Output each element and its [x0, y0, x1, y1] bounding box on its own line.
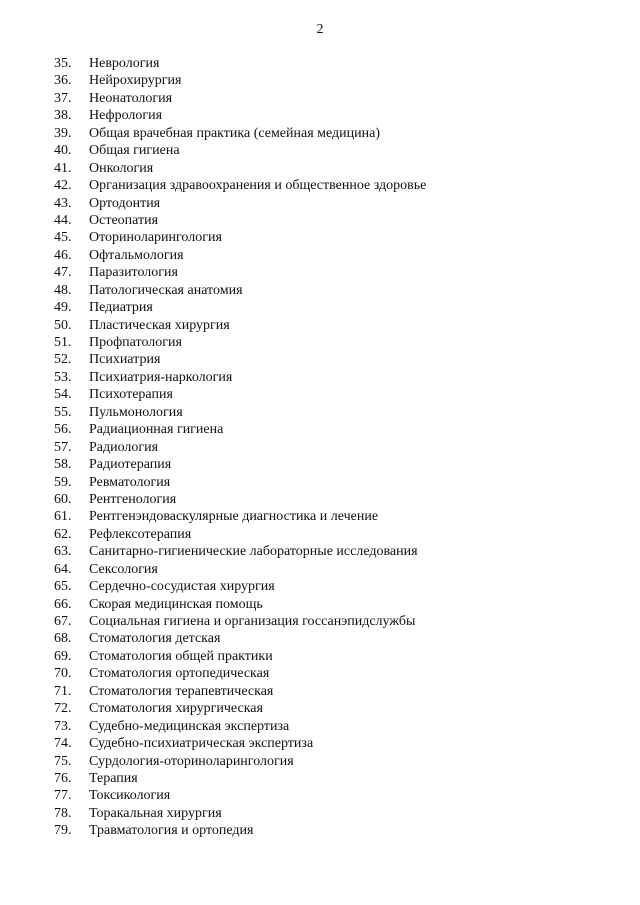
list-item-label: Токсикология: [89, 788, 171, 804]
list-item-number: 72.: [54, 701, 72, 717]
list-item-label: Ортодонтия: [89, 195, 161, 211]
list-item-number: 47.: [54, 265, 72, 281]
list-item-number: 75.: [54, 753, 72, 769]
list-item: [54, 90, 614, 107]
list-item-label: Рентгенэндоваскулярные диагностика и лечение: [89, 509, 379, 525]
specialty-list: [54, 55, 614, 840]
list-item-number: 45.: [54, 230, 72, 246]
list-item: [54, 212, 614, 229]
list-item-number: 46.: [54, 247, 72, 263]
list-item-label: Стоматология детская: [89, 631, 221, 647]
list-item-number: 62.: [54, 526, 72, 542]
list-item: [54, 787, 614, 804]
list-item-label: Рентгенология: [89, 491, 177, 507]
list-item: [54, 264, 614, 281]
list-item-number: 66.: [54, 596, 72, 612]
list-item-number: 76.: [54, 770, 72, 786]
list-item-label: Сердечно-сосудистая хирургия: [89, 579, 275, 595]
list-item: [54, 491, 614, 508]
list-item-number: 60.: [54, 491, 72, 507]
list-item-label: Нефрология: [89, 108, 163, 124]
list-item-label: Пульмонология: [89, 404, 183, 420]
list-item: [54, 142, 614, 159]
list-item-number: 70.: [54, 666, 72, 682]
list-item-number: 65.: [54, 579, 72, 595]
list-item-label: Ревматология: [89, 474, 171, 490]
list-item: [54, 805, 614, 822]
list-item: [54, 613, 614, 630]
list-item-label: Патологическая анатомия: [89, 282, 243, 298]
list-item-label: Радиационная гигиена: [89, 422, 224, 438]
list-item-number: 37.: [54, 90, 72, 106]
list-item-number: 35.: [54, 56, 72, 71]
list-item-label: Сексология: [89, 561, 158, 577]
list-item-number: 63.: [54, 544, 72, 560]
list-item-number: 67.: [54, 614, 72, 629]
list-item-label: Оториноларингология: [89, 230, 222, 246]
list-item-number: 79.: [54, 823, 72, 839]
list-item-label: Судебно-психиатрическая экспертиза: [89, 736, 314, 752]
list-item-number: 77.: [54, 788, 72, 804]
list-item: [54, 456, 614, 473]
list-item: [54, 404, 614, 421]
list-item-number: 69.: [54, 648, 72, 664]
list-item-label: Нейрохирургия: [89, 73, 182, 89]
list-item: [54, 596, 614, 613]
list-item: [54, 578, 614, 595]
list-item: [54, 561, 614, 578]
list-item: [54, 282, 614, 299]
list-item-label: Судебно-медицинская экспертиза: [89, 718, 290, 734]
list-item-number: 58.: [54, 457, 72, 473]
list-item-label: Онкология: [89, 160, 154, 176]
list-item: [54, 386, 614, 403]
list-item: [54, 195, 614, 212]
list-item-label: Рефлексотерапия: [89, 526, 192, 542]
list-item: [54, 735, 614, 752]
list-item-label: Стоматология общей практики: [89, 648, 273, 664]
list-item: [54, 351, 614, 368]
list-item-label: Педиатрия: [89, 300, 153, 316]
list-item: [54, 55, 614, 72]
list-item-label: Стоматология хирургическая: [89, 701, 263, 717]
list-item-number: 41.: [54, 160, 72, 176]
list-item-label: Стоматология терапевтическая: [89, 683, 274, 699]
list-item: [54, 753, 614, 770]
list-item-label: Остеопатия: [89, 212, 159, 228]
list-item: [54, 683, 614, 700]
list-item-label: Пластическая хирургия: [89, 317, 230, 333]
list-item-number: 43.: [54, 195, 72, 211]
list-item-label: Скорая медицинская помощь: [89, 596, 263, 612]
list-item: [54, 718, 614, 735]
list-item-number: 39.: [54, 125, 72, 141]
list-item-number: 56.: [54, 422, 72, 438]
list-item-label: Социальная гигиена и организация госсанэпидслужбы: [89, 614, 416, 629]
list-item-label: Радиотерапия: [89, 457, 172, 473]
list-item-label: Стоматология ортопедическая: [89, 666, 270, 682]
list-item-label: Психиатрия-наркология: [89, 369, 233, 385]
list-item-label: Радиология: [89, 439, 159, 455]
list-item-label: Неонатология: [89, 90, 173, 106]
list-item: [54, 160, 614, 177]
list-item-label: Неврология: [89, 56, 160, 71]
list-item: [54, 630, 614, 647]
list-item: [54, 822, 614, 839]
list-item: [54, 72, 614, 89]
list-item-number: 55.: [54, 404, 72, 420]
list-item-number: 40.: [54, 143, 72, 159]
list-item: [54, 299, 614, 316]
list-item: [54, 439, 614, 456]
list-item-number: 49.: [54, 300, 72, 316]
list-item-number: 52.: [54, 352, 72, 368]
list-item: [54, 700, 614, 717]
list-item-label: Профпатология: [89, 335, 182, 350]
list-item-number: 78.: [54, 805, 72, 821]
list-item: [54, 665, 614, 682]
list-item-label: Психиатрия: [89, 352, 161, 368]
list-item: [54, 177, 614, 194]
list-item-number: 51.: [54, 335, 72, 350]
list-item: [54, 369, 614, 386]
list-item-label: Общая врачебная практика (семейная медицина): [89, 125, 381, 141]
page-number: 2: [316, 22, 324, 37]
list-item: [54, 334, 614, 351]
list-item-number: 59.: [54, 474, 72, 490]
list-item-number: 74.: [54, 736, 72, 752]
list-item-number: 68.: [54, 631, 72, 647]
list-item: [54, 543, 614, 560]
list-item-number: 61.: [54, 509, 72, 525]
list-item: [54, 229, 614, 246]
list-item: [54, 770, 614, 787]
list-item-label: Общая гигиена: [89, 143, 180, 159]
list-item-label: Сурдология-оториноларингология: [89, 753, 294, 769]
list-item: [54, 474, 614, 491]
list-item-number: 50.: [54, 317, 72, 333]
list-item: [54, 107, 614, 124]
list-item-number: 73.: [54, 718, 72, 734]
list-item-number: 57.: [54, 439, 72, 455]
list-item-number: 53.: [54, 369, 72, 385]
list-item-number: 38.: [54, 108, 72, 124]
list-item: [54, 421, 614, 438]
list-item-label: Травматология и ортопедия: [89, 823, 254, 839]
list-item-label: Санитарно-гигиенические лабораторные исследования: [89, 544, 418, 560]
list-item: [54, 317, 614, 334]
list-item-label: Терапия: [89, 770, 138, 786]
list-item-number: 64.: [54, 561, 72, 577]
list-item: [54, 125, 614, 142]
list-item-label: Психотерапия: [89, 387, 173, 403]
list-item-number: 44.: [54, 212, 72, 228]
list-item-label: Паразитология: [89, 265, 178, 281]
list-item: [54, 247, 614, 264]
list-item: [54, 648, 614, 665]
list-item-number: 48.: [54, 282, 72, 298]
list-item-label: Торакальная хирургия: [89, 805, 222, 821]
list-item-number: 54.: [54, 387, 72, 403]
list-item-label: Офтальмология: [89, 247, 184, 263]
list-item: [54, 526, 614, 543]
list-item-label: Организация здравоохранения и общественное здоровье: [89, 178, 427, 194]
list-item: [54, 508, 614, 525]
list-item-number: 71.: [54, 683, 72, 699]
list-item-number: 42.: [54, 178, 72, 194]
list-item-number: 36.: [54, 73, 72, 89]
